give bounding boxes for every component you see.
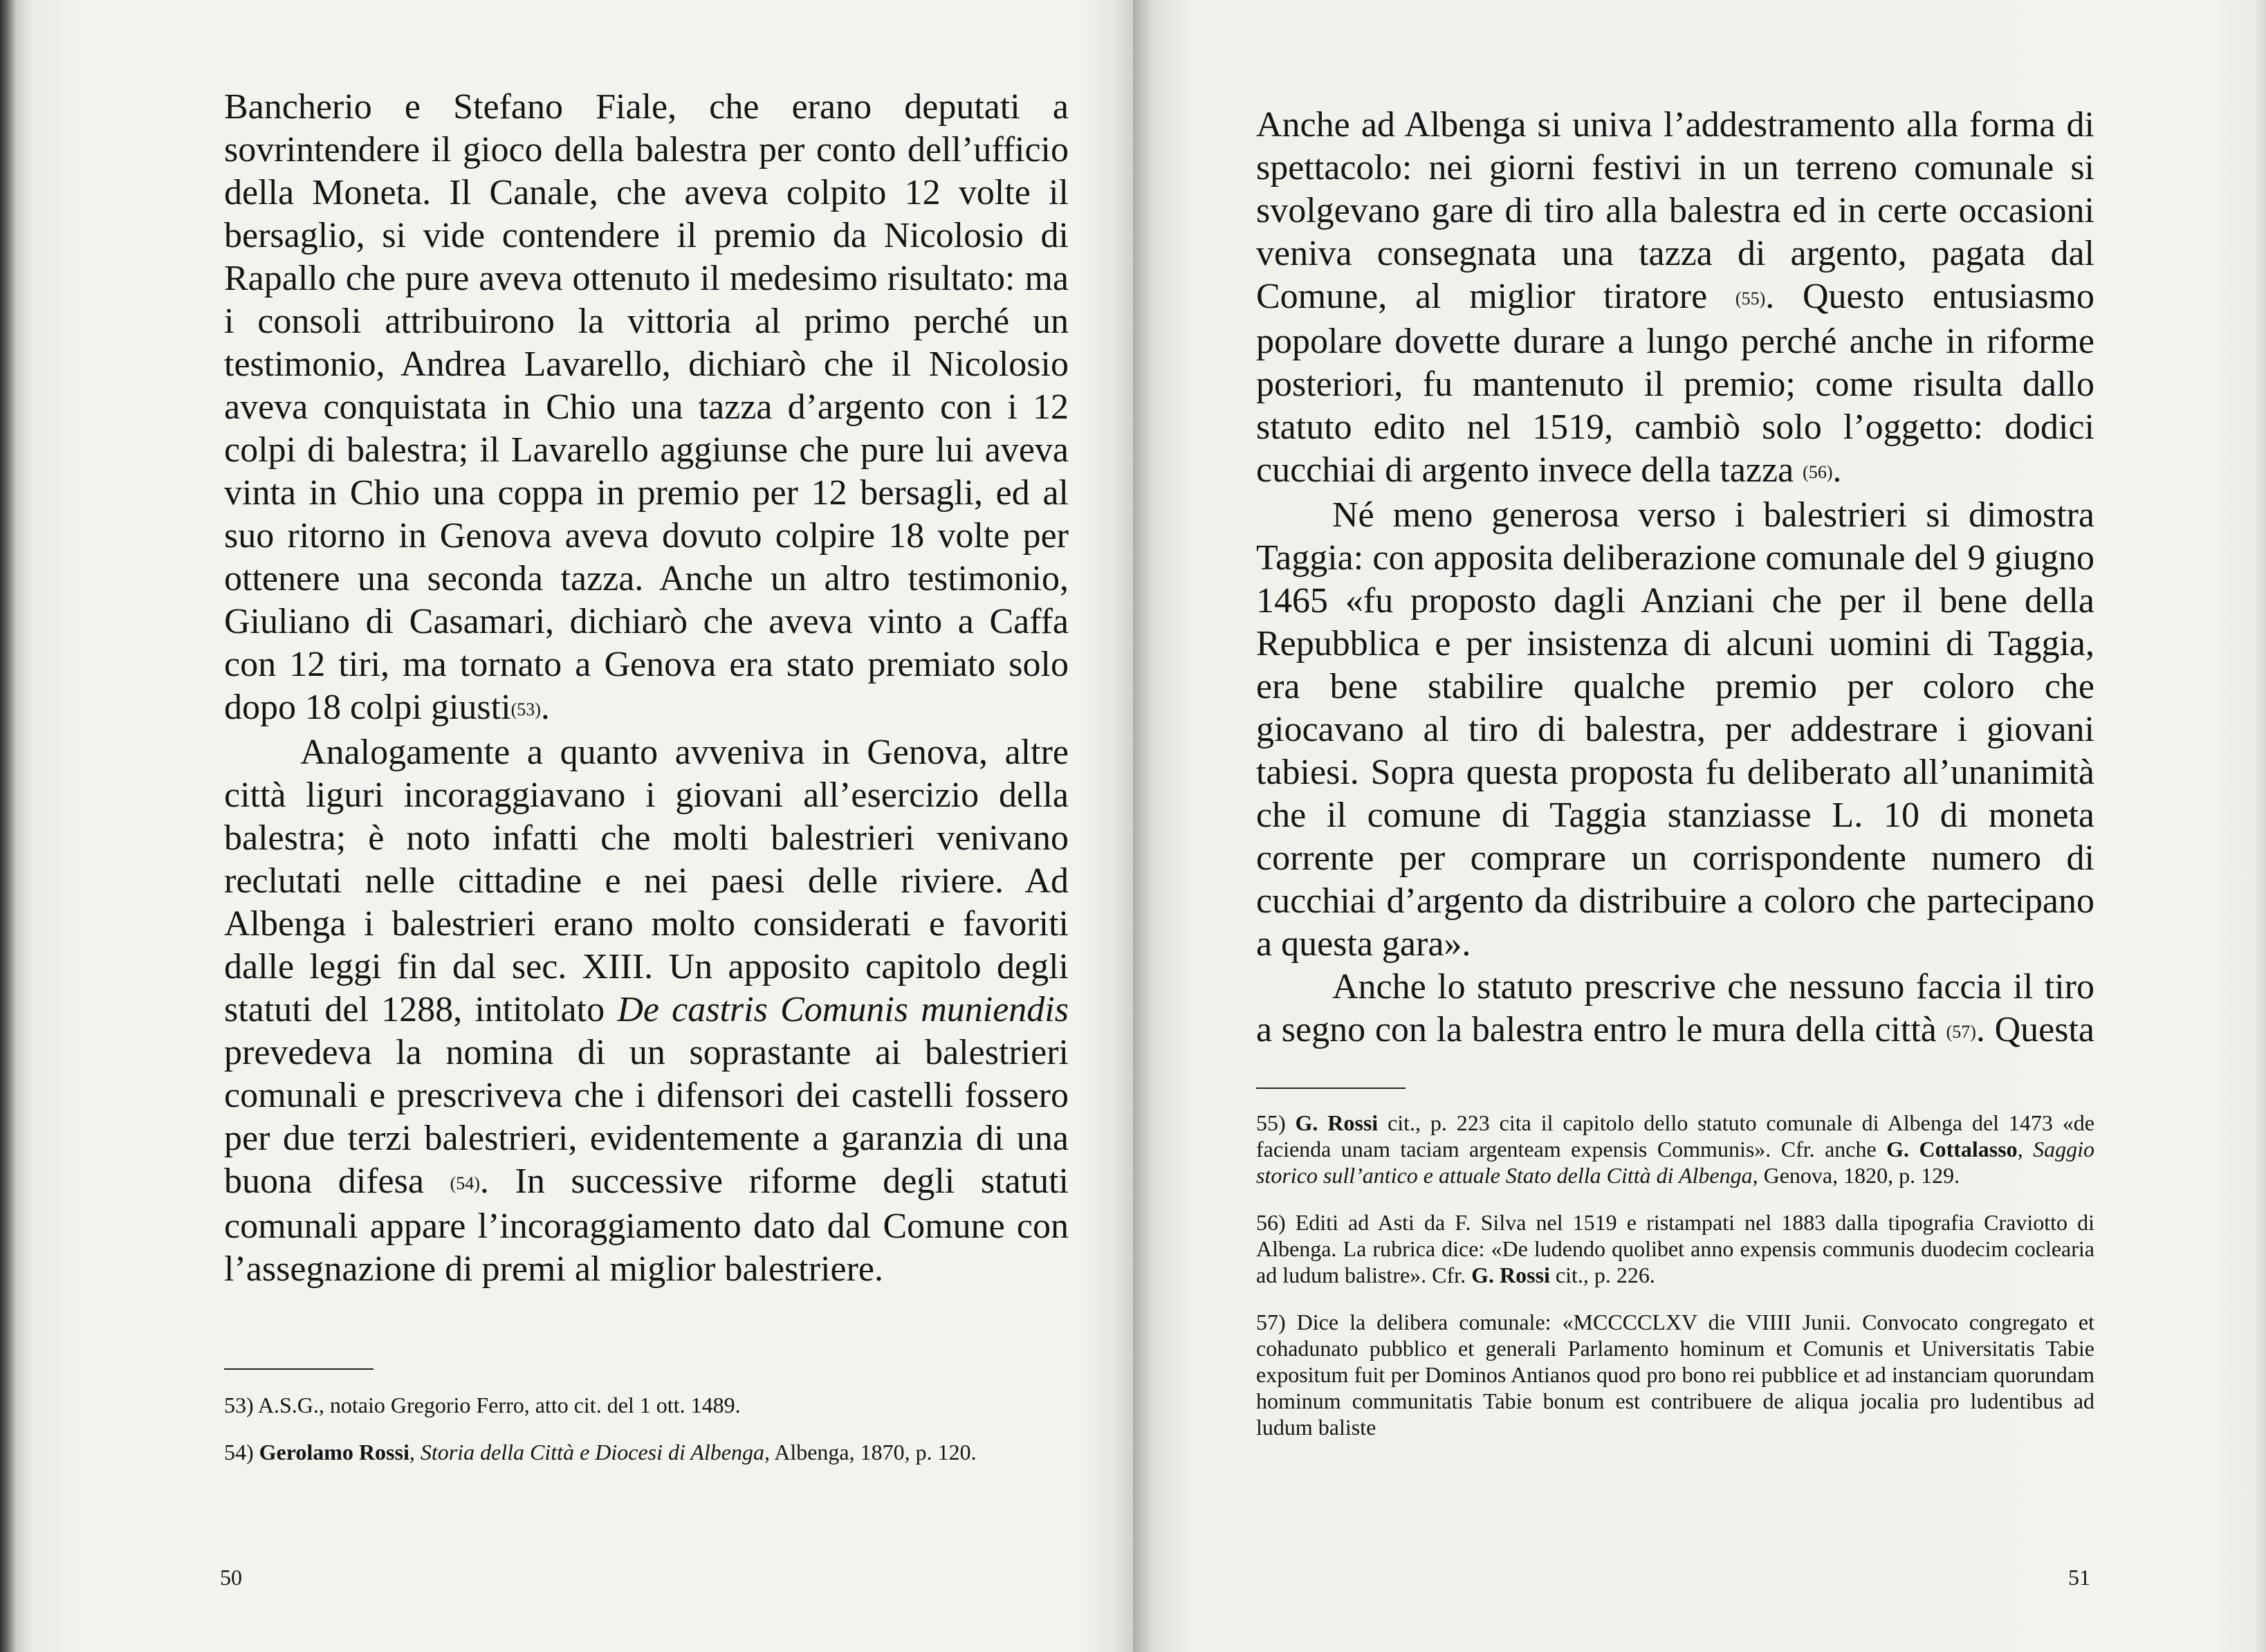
paragraph: Né meno generosa verso i balestrieri si dimostra Taggia: con apposita deliberazione comunale del 9 giugno 1465 «fu proposto dagli Anziani che per il bene della Repubblica e per insistenza di alcuni uomini di Taggia, era bene stabilire qualche premio per coloro che giocavano al tiro di balestra, per addestrare i giovani tabiesi. Sopra questa proposta fu deliberato all’unanimità che il comune di Taggia stanziasse L. 10 di moneta corrente per comprare un corrispondente numero di cucchiai d’argento da distribuire a coloro che partecipano a questa gara». [1256, 495, 2094, 964]
footnotes [1256, 1110, 2094, 1461]
footnotes [224, 1392, 1069, 1486]
paragraph: Bancherio e Stefano Fiale, che erano deputati a sovrintendere il gioco della balestra per conto dell’ufficio della Moneta. Il Canale, che aveva colpito 12 volte il bersaglio, si vide contendere il premio da Nicolosio di Rapallo che pure aveva ottenuto il medesimo risultato: ma i consoli attribuirono la vittoria al primo perché un testimonio, Andrea Lavarello, dichiarò che il Nicolosio aveva conquistata in Chio una tazza d’argento con i 12 colpi di balestra; il Lavarello aggiunse che pure lui aveva vinta in Chio una coppa in premio per 12 bersagli, ed al suo ritorno in Genova aveva dovuto colpire 18 volte per ottenere una seconda tazza. Anche un altro testimonio, Giuliano di Casamari, dichiarò che aveva vinto a Caffa con 12 tiri, ma tornato a Genova era stato premiato solo dopo 18 colpi giusti(53). [224, 87, 1069, 727]
right-page [1133, 0, 2266, 1652]
footnote: 54) Gerolamo Rossi, Storia della Città e Diocesi di Albenga, Albenga, 1870, p. 120. [224, 1440, 977, 1465]
footnote-divider [1256, 1087, 1406, 1089]
footnote-ref[interactable]: (54) [450, 1173, 480, 1193]
footnote: 53) A.S.G., notaio Gregorio Ferro, atto cit. del 1 ott. 1489. [224, 1393, 741, 1417]
footnote: 55) G. Rossi cit., p. 223 cita il capitolo dello statuto comunale di Albenga del 1473 «de facienda unam taciam argenteam expensis Communis». Cfr. anche G. Cottalasso, Saggio storico sull’antico e attuale Stato della Città di Albenga, Genova, 1820, p. 129. [1256, 1110, 2095, 1188]
paragraph: Anche ad Albenga si univa l’addestramento alla forma di spettacolo: nei giorni festivi in un terreno comunale si svolgevano gare di tiro alla balestra ed in certe occasioni veniva consegnata una tazza di argento, pagata dal Comune, al miglior tiratore (55). Questo entusiasmo popolare dovette durare a lungo perché anche in riforme posteriori, fu mantenuto il premio; come risulta dallo statuto edito nel 1519, cambiò solo l’oggetto: dodici cucchiai di argento invece della tazza (56). [1256, 105, 2094, 490]
left-body-text [224, 86, 1069, 1291]
footnote-ref[interactable]: (57) [1946, 1022, 1976, 1042]
paragraph: Anche lo statuto prescrive che nessuno faccia il tiro a segno con la balestra entro le mura della città (57). Questa [1256, 967, 2094, 1049]
footnote-ref[interactable]: (53) [510, 699, 541, 719]
right-body-text [1256, 104, 2094, 1054]
paragraph: Analogamente a quanto avveniva in Genova, altre città liguri incoraggiavano i giovani all’esercizio della balestra; è noto infatti che molti balestrieri venivano reclutati nelle cittadine e nei paesi delle riviere. Ad Albenga i balestrieri erano molto considerati e favoriti dalle leggi fin dal sec. XIII. Un apposito capitolo degli statuti del 1288, intitolato De castris Comunis muniendis prevedeva la nomina di un soprastante ai balestrieri comunali e prescriveva che i difensori dei castelli fossero per due terzi balestrieri, evidentemente a garanzia di una buona difesa (54). In successive riforme degli statuti comunali appare l’incoraggiamento dato dal Comune con l’assegnazione di premi al miglior balestriere. [224, 733, 1069, 1289]
footnote-ref[interactable]: (56) [1803, 462, 1833, 482]
footnote: 56) Editi ad Asti da F. Silva nel 1519 e ristampati nel 1883 dalla tipografia Craviotto di Albenga. La rubrica dice: «De ludendo quolibet anno expensis communis duodecim coclearia ad ludum balistre». Cfr. G. Rossi cit., p. 226. [1256, 1210, 2095, 1287]
footnote-ref[interactable]: (55) [1735, 288, 1766, 309]
footnote: 57) Dice la delibera comunale: «MCCCCLXV die VIIII Junii. Convocato congregato et cohadunato pubblico et generali Parlamento hominum et Comunis et Universitatis Tabie expositum fuit per Dominos Antianos quod pro bono rei pubblice et ad instanciam quorundam hominum communitatis Tabie bonum est contribuere de aliqua jocalia pro ludentibus ad ludum baliste [1256, 1310, 2095, 1440]
footnote-divider [224, 1368, 374, 1370]
page-number: 50 [220, 1565, 242, 1590]
page-number: 51 [2068, 1565, 2090, 1590]
